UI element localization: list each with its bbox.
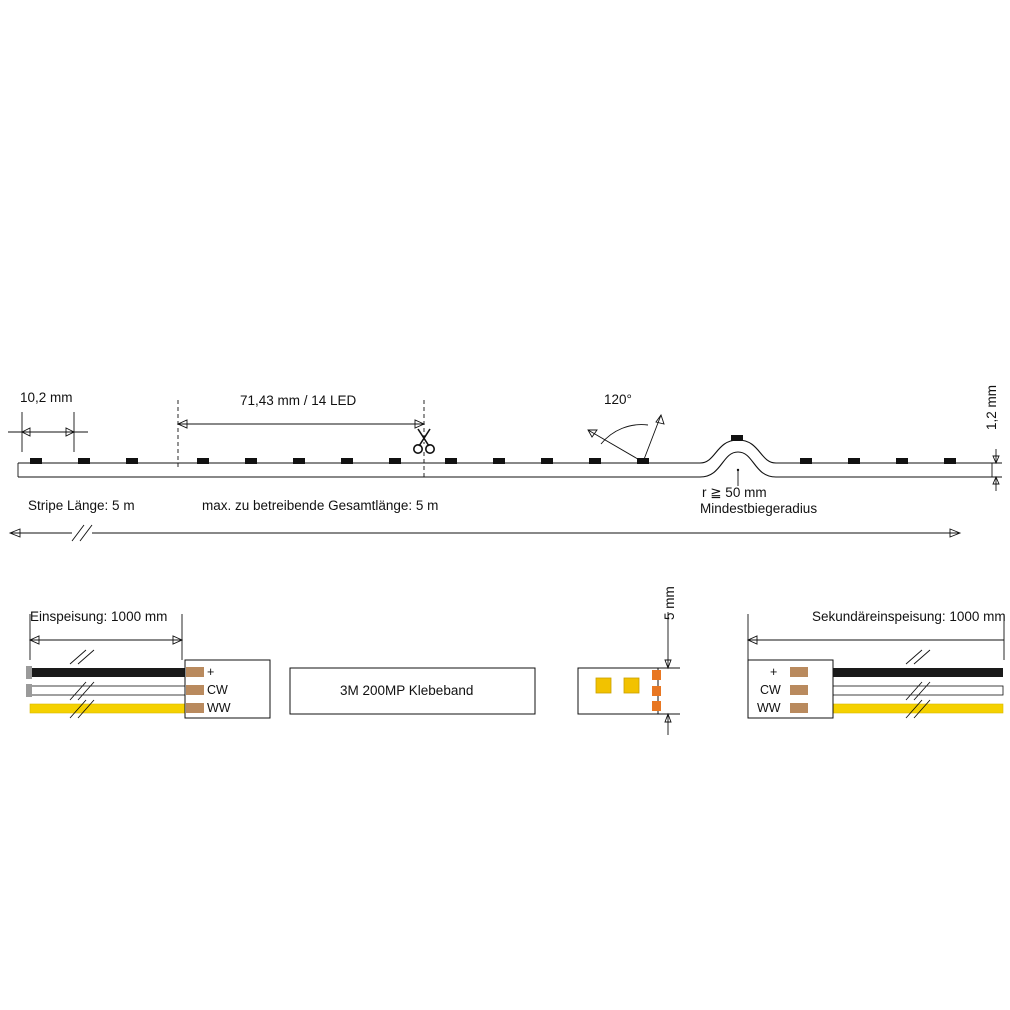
dim-thickness	[978, 449, 1002, 491]
wire-mark-cw-right: CW	[760, 683, 781, 697]
label-bend-radius-value: r ≧ 50 mm	[702, 485, 767, 500]
dim-label-beam-angle: 120°	[604, 392, 632, 407]
label-adhesive-tape: 3M 200MP Klebeband	[340, 683, 474, 698]
label-strip-length: Stripe Länge: 5 m	[28, 498, 135, 513]
feed-cable-left	[26, 614, 270, 718]
dim-led-pitch	[8, 412, 88, 452]
dim-overall-length	[10, 525, 960, 541]
wire-mark-plus-right: +	[770, 665, 778, 679]
strip-elevation	[18, 435, 992, 477]
dim-label-led-pitch: 10,2 mm	[20, 390, 73, 405]
label-max-total-length: max. zu betreibende Gesamtlänge: 5 m	[202, 498, 439, 513]
dim-label-thickness: 1,2 mm	[984, 384, 999, 430]
dim-label-cut-segment: 71,43 mm / 14 LED	[240, 393, 357, 408]
wire-mark-ww-right: WW	[757, 701, 781, 715]
label-feed-left: Einspeisung: 1000 mm	[30, 609, 168, 624]
wire-mark-plus-left: +	[207, 665, 215, 679]
scissors-icon	[414, 429, 434, 453]
wire-mark-cw-left: CW	[207, 683, 228, 697]
dim-cut-segment	[178, 400, 424, 480]
beam-angle-indicator	[588, 415, 664, 462]
feed-cable-right	[748, 614, 1004, 718]
label-strip-width: 5 mm	[662, 586, 677, 620]
label-bend-radius-name: Mindestbiegeradius	[700, 501, 818, 516]
wire-mark-ww-left: WW	[207, 701, 231, 715]
strip-width-sample	[578, 612, 680, 735]
label-feed-right: Sekundäreinspeisung: 1000 mm	[812, 609, 1006, 624]
